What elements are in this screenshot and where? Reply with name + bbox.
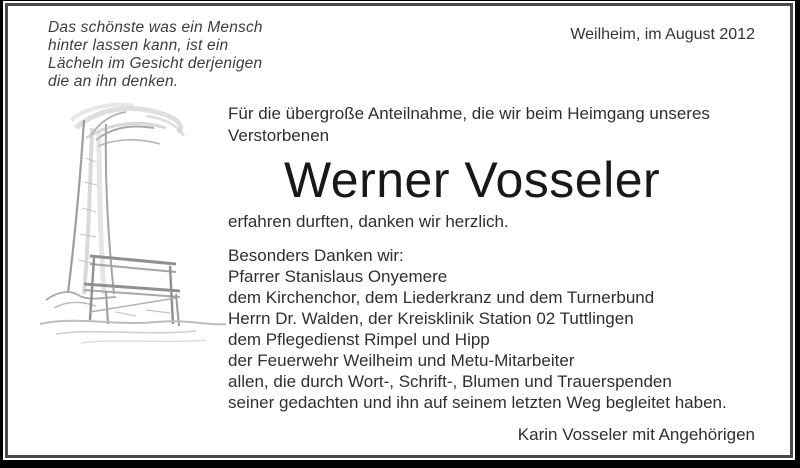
after-name-text: erfahren durften, danken wir herzlich. — [228, 212, 509, 231]
quote-line: hinter lassen kann, ist ein — [48, 37, 229, 54]
thanks-line: Pfarrer Stanislaus Onyemere — [228, 267, 448, 286]
thanks-line: allen, die durch Wort-, Schrift-, Blumen und Trauerspenden — [228, 372, 672, 391]
notice-body — [228, 103, 768, 413]
thanks-line: der Feuerwehr Weilheim und Metu-Mitarbeiter — [228, 351, 575, 370]
quote-line: Lächeln im Gesicht derjenigen — [48, 55, 263, 72]
thanks-line: seiner gedachten und ihn auf seinem letzten Weg begleitet haben. — [228, 393, 727, 412]
signature: Karin Vosseler mit Angehörigen — [517, 425, 755, 444]
quote-line: die an ihn denken. — [48, 73, 179, 90]
thanks-line: dem Pflegedienst Rimpel und Hipp — [228, 330, 490, 349]
quote-line: Das schönste was ein Mensch — [48, 19, 263, 36]
thanks-heading: Besonders Danken wir: — [228, 246, 404, 265]
tree-and-bench-sketch-icon — [26, 98, 238, 356]
thanks-line: Herrn Dr. Walden, der Kreisklinik Station 02 Tuttlingen — [228, 309, 634, 328]
place-and-date: Weilheim, im August 2012 — [570, 26, 755, 43]
thanks-line: dem Kirchenchor, dem Liederkranz und dem Turnerbund — [228, 288, 655, 307]
deceased-name: Werner Vosseler — [284, 152, 661, 208]
intro-text — [228, 103, 768, 147]
obituary-card — [5, 3, 793, 458]
intro-line: Für die übergroße Anteilnahme, die wir beim Heimgang unseres — [228, 104, 710, 123]
intro-line: Verstorbenen — [228, 126, 330, 145]
memorial-quote — [48, 19, 263, 91]
thanks-section — [228, 245, 768, 413]
